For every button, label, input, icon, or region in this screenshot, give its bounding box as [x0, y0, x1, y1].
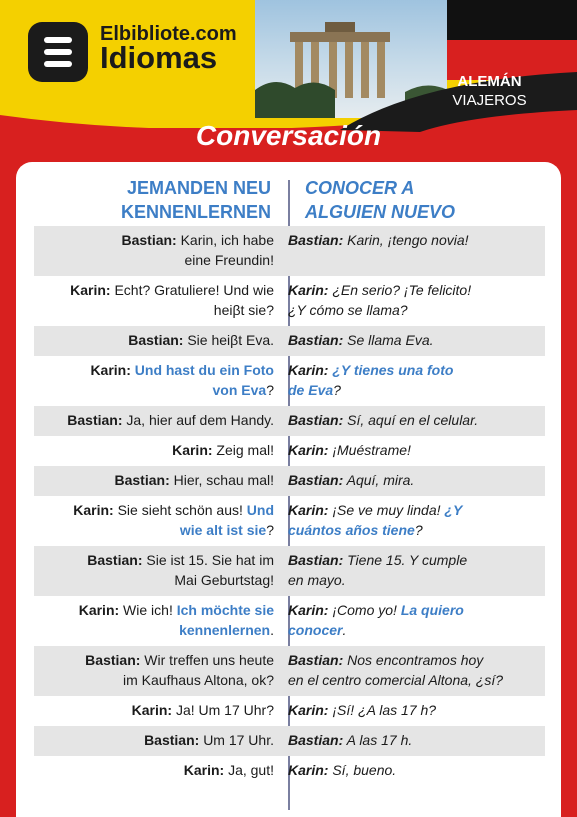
german-text: Karin, ich habe — [180, 232, 274, 248]
speaker-name: Bastian: — [114, 472, 170, 488]
spanish-text: Sí, bueno. — [332, 762, 397, 778]
spanish-text: ¡Muéstrame! — [332, 442, 411, 458]
spanish-text-line — [288, 521, 540, 541]
spanish-line — [288, 411, 540, 431]
flag-black-stripe — [447, 0, 577, 40]
german-text-line — [34, 411, 274, 431]
spanish-text-line — [288, 281, 540, 301]
dialogue-row — [34, 696, 545, 726]
spanish-heading-line: ALGUIEN NUEVO — [305, 202, 456, 222]
spanish-text: Sí, aquí en el celular. — [347, 412, 479, 428]
spanish-line — [288, 551, 540, 590]
german-text: heiβt sie? — [213, 301, 274, 318]
german-line — [34, 731, 274, 751]
dialogue-row — [34, 356, 545, 406]
german-text: im Kaufhaus Altona, ok? — [123, 671, 274, 688]
german-column-heading — [21, 176, 271, 224]
german-line — [34, 331, 274, 351]
german-text: Zeig mal! — [216, 442, 274, 458]
speaker-name: Bastian: — [85, 652, 141, 668]
course-badge — [437, 72, 542, 110]
speaker-name: Karin: — [288, 442, 329, 458]
brand-subtitle[interactable]: Idiomas — [100, 40, 218, 75]
spanish-text: ¡Se ve muy linda! — [332, 502, 445, 518]
german-highlight: wie alt ist sie — [179, 521, 267, 538]
spanish-text-line — [288, 471, 540, 491]
german-text-line — [34, 501, 274, 521]
spanish-text-line — [288, 671, 540, 691]
speaker-name: Karin: — [172, 442, 213, 458]
spanish-punctuation: ? — [414, 521, 423, 538]
german-heading-line: KENNENLERNEN — [120, 202, 271, 222]
spanish-text-line — [288, 501, 540, 521]
german-line — [34, 281, 274, 320]
dialogue-row — [34, 326, 545, 356]
german-line — [34, 501, 274, 540]
speaker-name: Bastian: — [288, 552, 344, 568]
spanish-line — [288, 331, 540, 351]
spanish-text: Aquí, mira. — [346, 472, 415, 488]
german-line — [34, 701, 274, 721]
dialogue-row — [34, 406, 545, 436]
german-text-line — [34, 671, 274, 691]
speaker-name: Bastian: — [288, 732, 344, 748]
spanish-highlight: conocer — [288, 621, 343, 638]
spanish-text-line — [288, 761, 540, 781]
german-text: Ja, hier auf dem Handy. — [126, 412, 274, 428]
german-text: Ja, gut! — [228, 762, 274, 778]
spanish-text: Se llama Eva. — [347, 332, 434, 348]
spanish-line — [288, 441, 540, 461]
spanish-text-line — [288, 441, 540, 461]
spanish-text-line — [288, 731, 540, 751]
speaker-name: Bastian: — [144, 732, 200, 748]
spanish-punctuation: ? — [333, 381, 341, 398]
german-text-line — [34, 231, 274, 251]
spanish-line — [288, 601, 540, 640]
german-text-line — [34, 441, 274, 461]
german-highlight: Und hast du ein Foto — [134, 362, 274, 378]
dialogue-row — [34, 726, 545, 756]
spanish-text-line — [288, 301, 540, 321]
german-text: Hier, schau mal! — [173, 472, 274, 488]
dialogue-row — [34, 646, 545, 696]
german-punctuation: ? — [266, 381, 274, 398]
spanish-text: Karin, ¡tengo novia! — [347, 232, 469, 248]
dialogue-row — [34, 496, 545, 546]
spanish-text-line — [288, 621, 540, 641]
german-line — [34, 601, 274, 640]
spanish-highlight: cuántos años tiene — [288, 521, 415, 538]
spanish-highlight: ¿Y — [444, 502, 463, 518]
german-highlight: von Eva — [212, 381, 267, 398]
speaker-name: Karin: — [131, 702, 173, 718]
dialogue-row — [34, 276, 545, 326]
german-text-line — [34, 361, 274, 381]
dialogue-row — [34, 436, 545, 466]
spanish-column-heading — [305, 176, 555, 224]
spanish-text: Nos encontramos hoy — [347, 652, 484, 668]
german-text: Wir treffen uns heute — [144, 652, 274, 668]
logo-icon[interactable] — [28, 22, 88, 82]
spanish-heading-line: CONOCER A — [305, 178, 415, 198]
speaker-name: Bastian: — [87, 552, 143, 568]
spanish-line — [288, 651, 540, 690]
speaker-name: Karin: — [288, 762, 329, 778]
speaker-name: Bastian: — [288, 652, 344, 668]
speaker-name: Karin: — [288, 602, 329, 618]
speaker-name: Karin: — [90, 362, 131, 378]
dialogue-row — [34, 466, 545, 496]
dialogue-row — [34, 596, 545, 646]
spanish-line — [288, 231, 540, 251]
spanish-highlight: de Eva — [288, 381, 334, 398]
german-text-line — [34, 521, 274, 541]
speaker-name: Karin: — [288, 362, 329, 378]
german-text-line — [34, 281, 274, 301]
german-text-line — [34, 651, 274, 671]
german-highlight: Und — [246, 502, 274, 518]
speaker-name: Bastian: — [288, 472, 344, 488]
german-line — [34, 471, 274, 491]
spanish-text: ¡Sí! ¿A las 17 h? — [332, 702, 437, 718]
dialogue-row — [34, 226, 545, 276]
spanish-text-line — [288, 551, 540, 571]
spanish-line — [288, 761, 540, 781]
badge-level: VIAJEROS — [452, 92, 527, 109]
spanish-text-line — [288, 381, 540, 401]
german-text-line — [34, 551, 274, 571]
german-line — [34, 761, 274, 781]
spanish-text: ¿Y cómo se llama? — [288, 301, 408, 318]
speaker-name: Bastian: — [121, 232, 177, 248]
german-text-line — [34, 381, 274, 401]
german-text: Sie ist 15. Sie hat im — [146, 552, 274, 568]
dialogue-row — [34, 756, 545, 786]
spanish-text: ¿En serio? ¡Te felicito! — [332, 282, 472, 298]
spanish-text: A las 17 h. — [346, 732, 413, 748]
german-text-line — [34, 601, 274, 621]
german-text: Echt? Gratuliere! Und wie — [114, 282, 274, 298]
spanish-text: ¡Como yo! — [332, 602, 401, 618]
spanish-line — [288, 501, 540, 540]
german-punctuation: . — [270, 621, 274, 638]
spanish-highlight: ¿Y tienes una foto — [332, 362, 454, 378]
spanish-line — [288, 701, 540, 721]
german-heading-line: JEMANDEN NEU — [126, 178, 271, 198]
speaker-name: Bastian: — [288, 412, 344, 428]
spanish-text-line — [288, 601, 540, 621]
german-line — [34, 361, 274, 400]
dialogue-table — [34, 226, 545, 786]
spanish-line — [288, 731, 540, 751]
speaker-name: Karin: — [288, 282, 329, 298]
spanish-text-line — [288, 651, 540, 671]
speaker-name: Bastian: — [288, 332, 344, 348]
speaker-name: Karin: — [78, 602, 120, 618]
german-text-line — [34, 731, 274, 751]
spanish-text: en el centro comercial Altona, ¿sí? — [288, 671, 504, 688]
german-line — [34, 411, 274, 431]
spanish-text: en mayo. — [288, 571, 346, 588]
german-text: eine Freundin! — [184, 251, 274, 268]
dialogue-row — [34, 546, 545, 596]
german-text-line — [34, 251, 274, 271]
german-text-line — [34, 701, 274, 721]
speaker-name: Karin: — [70, 282, 111, 298]
german-text: Mai Geburtstag! — [174, 571, 274, 588]
german-text: Ja! Um 17 Uhr? — [175, 702, 274, 718]
spanish-line — [288, 471, 540, 491]
speaker-name: Karin: — [73, 502, 114, 518]
german-text-line — [34, 471, 274, 491]
german-line — [34, 231, 274, 270]
speaker-name: Karin: — [183, 762, 225, 778]
page-title: Conversación — [195, 120, 382, 151]
german-text: Sie sieht schön aus! — [117, 502, 247, 518]
spanish-punctuation: . — [342, 621, 347, 638]
spanish-text-line — [288, 571, 540, 591]
speaker-name: Bastian: — [128, 332, 184, 348]
spanish-text-line — [288, 331, 540, 351]
german-line — [34, 651, 274, 690]
spanish-text-line — [288, 701, 540, 721]
speaker-name: Karin: — [288, 502, 329, 518]
spanish-line — [288, 281, 540, 320]
german-text-line — [34, 331, 274, 351]
german-text: Sie heiβt Eva. — [187, 332, 274, 348]
spanish-text-line — [288, 411, 540, 431]
german-text-line — [34, 571, 274, 591]
spanish-text-line — [288, 231, 540, 251]
conversation-card — [16, 162, 561, 817]
german-text: Wie ich! — [123, 602, 177, 618]
german-punctuation: ? — [266, 521, 274, 538]
german-text-line — [34, 761, 274, 781]
spanish-text: Tiene 15. Y cumple — [347, 552, 468, 568]
german-line — [34, 441, 274, 461]
german-line — [34, 551, 274, 590]
speaker-name: Bastian: — [67, 412, 123, 428]
german-highlight: kennenlernen — [179, 621, 271, 638]
spanish-highlight: La quiero — [400, 602, 464, 618]
speaker-name: Bastian: — [288, 232, 344, 248]
brand-name[interactable]: Elbibliote.com — [100, 23, 237, 45]
german-text: Um 17 Uhr. — [203, 732, 274, 748]
spanish-line — [288, 361, 540, 400]
spanish-text-line — [288, 361, 540, 381]
german-text-line — [34, 301, 274, 321]
badge-language: ALEMÁN — [457, 73, 522, 90]
speaker-name: Karin: — [288, 702, 329, 718]
german-highlight: Ich möchte sie — [176, 602, 274, 618]
german-text-line — [34, 621, 274, 641]
